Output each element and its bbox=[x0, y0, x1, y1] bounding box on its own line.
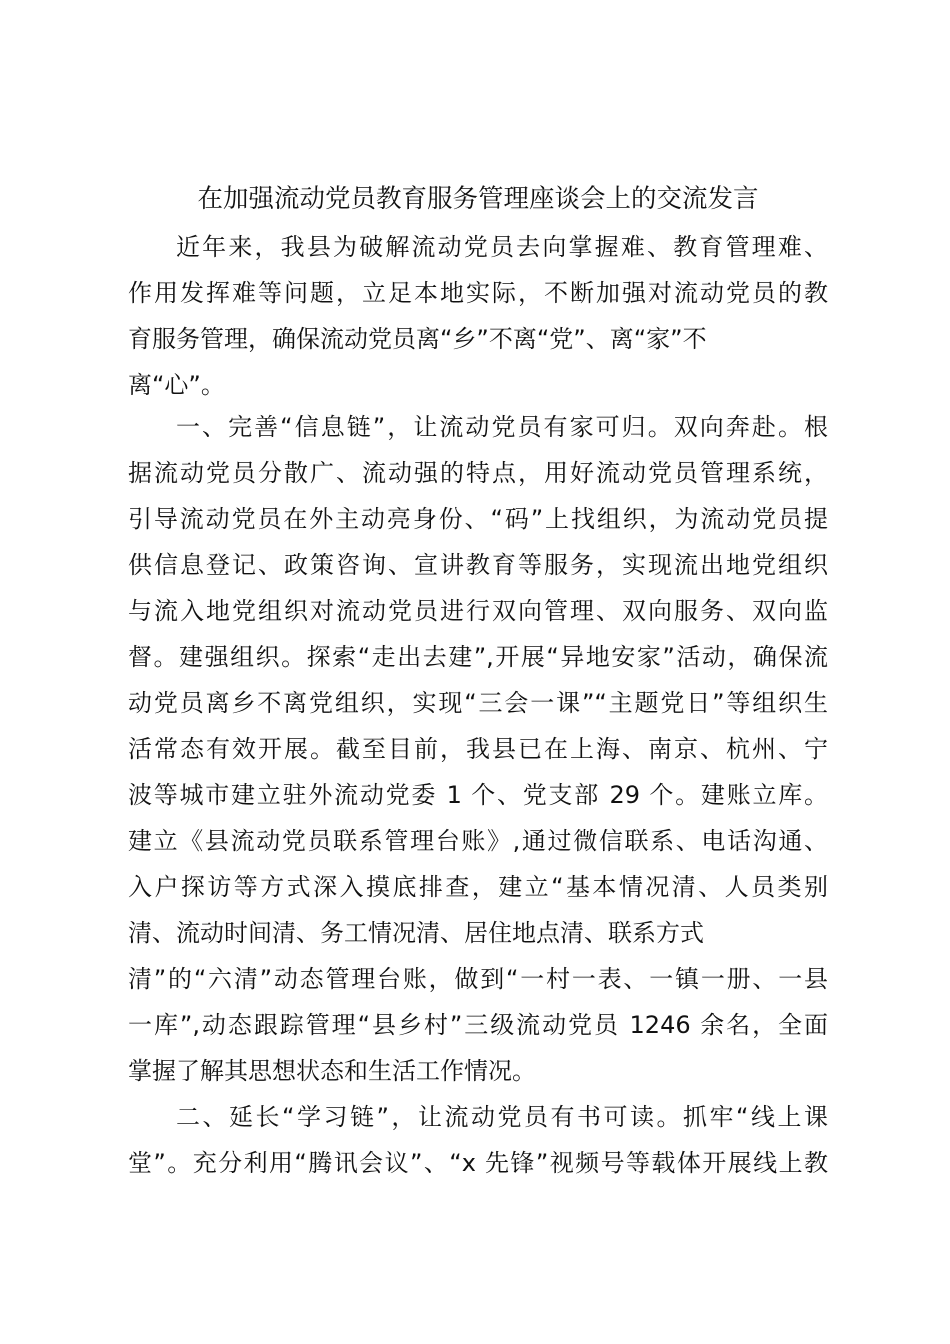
paragraph-line: 动党员离乡不离党组织，实现“三会一课”“主题党日”等组织生 bbox=[128, 689, 828, 717]
paragraph-line: 离“心”。 bbox=[128, 371, 225, 399]
paragraph-line: 清”的“六清”动态管理台账，做到“一村一表、一镇一册、一县 bbox=[128, 965, 828, 993]
paragraph-line: 一库”,动态跟踪管理“县乡村”三级流动党员 1246 余名，全面 bbox=[128, 1011, 828, 1039]
paragraph-line: 二、延长“学习链”，让流动党员有书可读。抓牢“线上课 bbox=[176, 1103, 828, 1131]
paragraph-line: 育服务管理，确保流动党员离“乡”不离“党”、离“家”不 bbox=[128, 325, 707, 353]
paragraph-line: 活常态有效开展。截至目前，我县已在上海、南京、杭州、宁 bbox=[128, 735, 828, 763]
paragraph-line: 掌握了解其思想状态和生活工作情况。 bbox=[128, 1057, 536, 1085]
paragraph-line: 督。建强组织。探索“走出去建”,开展“异地安家”活动，确保流 bbox=[128, 643, 828, 671]
paragraph-line: 引导流动党员在外主动亮身份、“码”上找组织，为流动党员提 bbox=[128, 505, 828, 533]
paragraph-line: 波等城市建立驻外流动党委 1 个、党支部 29 个。建账立库。 bbox=[128, 781, 828, 809]
paragraph-line: 清、流动时间清、务工情况清、居住地点清、联系方式 bbox=[128, 919, 704, 947]
paragraph-line: 据流动党员分散广、流动强的特点，用好流动党员管理系统， bbox=[128, 459, 828, 487]
paragraph-line: 入户探访等方式深入摸底排查，建立“基本情况清、人员类别 bbox=[128, 873, 828, 901]
paragraph-line: 与流入地党组织对流动党员进行双向管理、双向服务、双向监 bbox=[128, 597, 828, 625]
document-title: 在加强流动党员教育服务管理座谈会上的交流发言 bbox=[197, 184, 759, 214]
paragraph-line: 供信息登记、政策咨询、宣讲教育等服务，实现流出地党组织 bbox=[128, 551, 828, 579]
paragraph-line: 堂”。充分利用“腾讯会议”、“x 先锋”视频号等载体开展线上教 bbox=[128, 1149, 828, 1177]
paragraph-line: 建立《县流动党员联系管理台账》,通过微信联系、电话沟通、 bbox=[128, 827, 828, 855]
paragraph-line: 一、完善“信息链”，让流动党员有家可归。双向奔赴。根 bbox=[176, 413, 828, 441]
paragraph-line: 近年来，我县为破解流动党员去向掌握难、教育管理难、 bbox=[176, 233, 828, 261]
paragraph-line: 作用发挥难等问题，立足本地实际，不断加强对流动党员的教 bbox=[128, 279, 828, 307]
